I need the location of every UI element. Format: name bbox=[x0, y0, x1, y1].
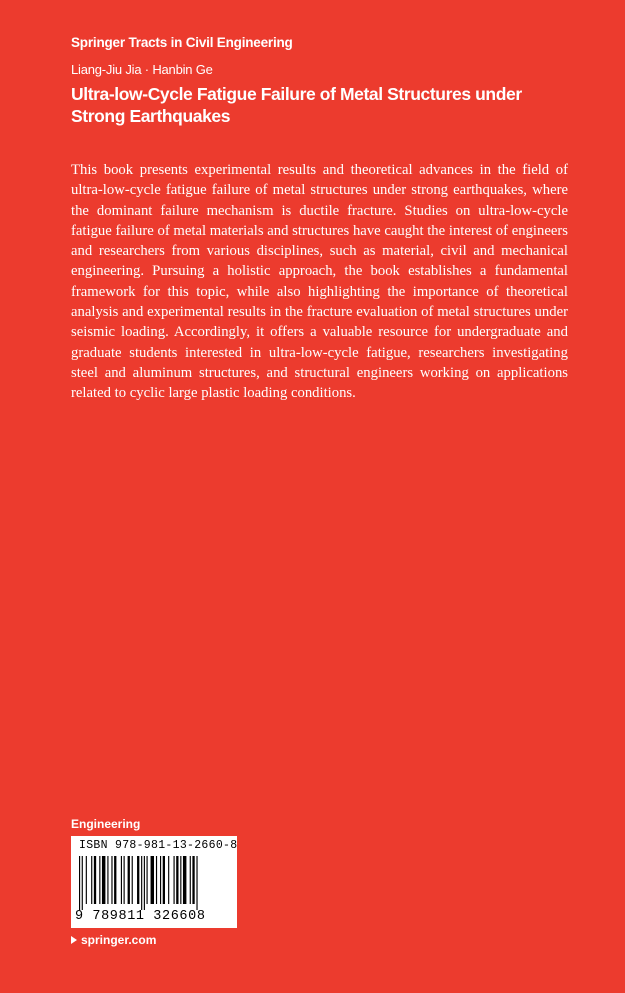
series-name: Springer Tracts in Civil Engineering bbox=[71, 35, 293, 50]
barcode-bar bbox=[160, 856, 161, 904]
barcode-bar bbox=[174, 856, 175, 904]
barcode-bar bbox=[82, 856, 83, 910]
barcode-bar bbox=[183, 856, 186, 904]
barcode-bar bbox=[128, 856, 130, 904]
barcode-bar bbox=[190, 856, 191, 904]
barcode-bar bbox=[99, 856, 100, 904]
subject-label: Engineering bbox=[71, 817, 141, 831]
barcode-bars bbox=[77, 856, 231, 910]
barcode-bar bbox=[180, 856, 181, 904]
isbn-label: ISBN 978-981-13-2660-8 bbox=[79, 839, 238, 852]
barcode-bar bbox=[144, 856, 145, 910]
arrow-icon bbox=[71, 936, 77, 944]
barcode-bar bbox=[163, 856, 165, 904]
barcode-bar bbox=[156, 856, 157, 904]
book-title: Ultra-low-Cycle Fatigue Failure of Metal Structures under Strong Earthquakes bbox=[71, 84, 522, 126]
book-description: This book presents experimental results and theoretical advances in the field of ultra-low-cycle fatigue failure of metal structures under strong earthquakes, where the dominant failure mechanism is ductile fracture. Studies on ultra-low-cycle fatigue failure of metal materials and structures have caught the interest of engineers and researchers from various disciplines, such as material, civil and mechanical engineering. Pursuing a holistic approach, the book establishes a fundamental framework for this topic, while also highlighting the importance of theoretical analysis and experimental results in the fracture evaluation of metal structures under seismic loading. Accordingly, it offers a valuable resource for undergraduate and graduate students interested in ultra-low-cycle fatigue, researchers investigating steel and aluminum structures, and structural engineers working on applications related to cyclic large plastic loading conditions. bbox=[71, 162, 568, 402]
barcode-bar bbox=[141, 856, 142, 910]
barcode-bar bbox=[124, 856, 125, 904]
barcode-bar bbox=[86, 856, 87, 904]
barcode-bar bbox=[79, 856, 80, 910]
barcode bbox=[71, 836, 237, 928]
barcode-bar bbox=[121, 856, 122, 904]
barcode-bar bbox=[151, 856, 154, 904]
barcode-bar bbox=[168, 856, 169, 904]
website-link[interactable] bbox=[71, 933, 156, 947]
barcode-bar bbox=[102, 856, 105, 904]
barcode-bar bbox=[94, 856, 96, 904]
barcode-bar bbox=[147, 856, 148, 904]
barcode-bar bbox=[132, 856, 133, 904]
authors: Liang-Jiu Jia · Hanbin Ge bbox=[71, 62, 213, 77]
website-text: springer.com bbox=[81, 933, 157, 947]
barcode-bar bbox=[91, 856, 92, 904]
barcode-bar bbox=[114, 856, 116, 904]
barcode-bar bbox=[196, 856, 197, 910]
barcode-bar bbox=[111, 856, 112, 904]
barcode-digits: 9 789811 326608 bbox=[75, 909, 206, 924]
barcode-bar bbox=[107, 856, 108, 904]
barcode-bar bbox=[176, 856, 178, 904]
barcode-bar bbox=[137, 856, 139, 904]
barcode-bar bbox=[192, 856, 194, 904]
